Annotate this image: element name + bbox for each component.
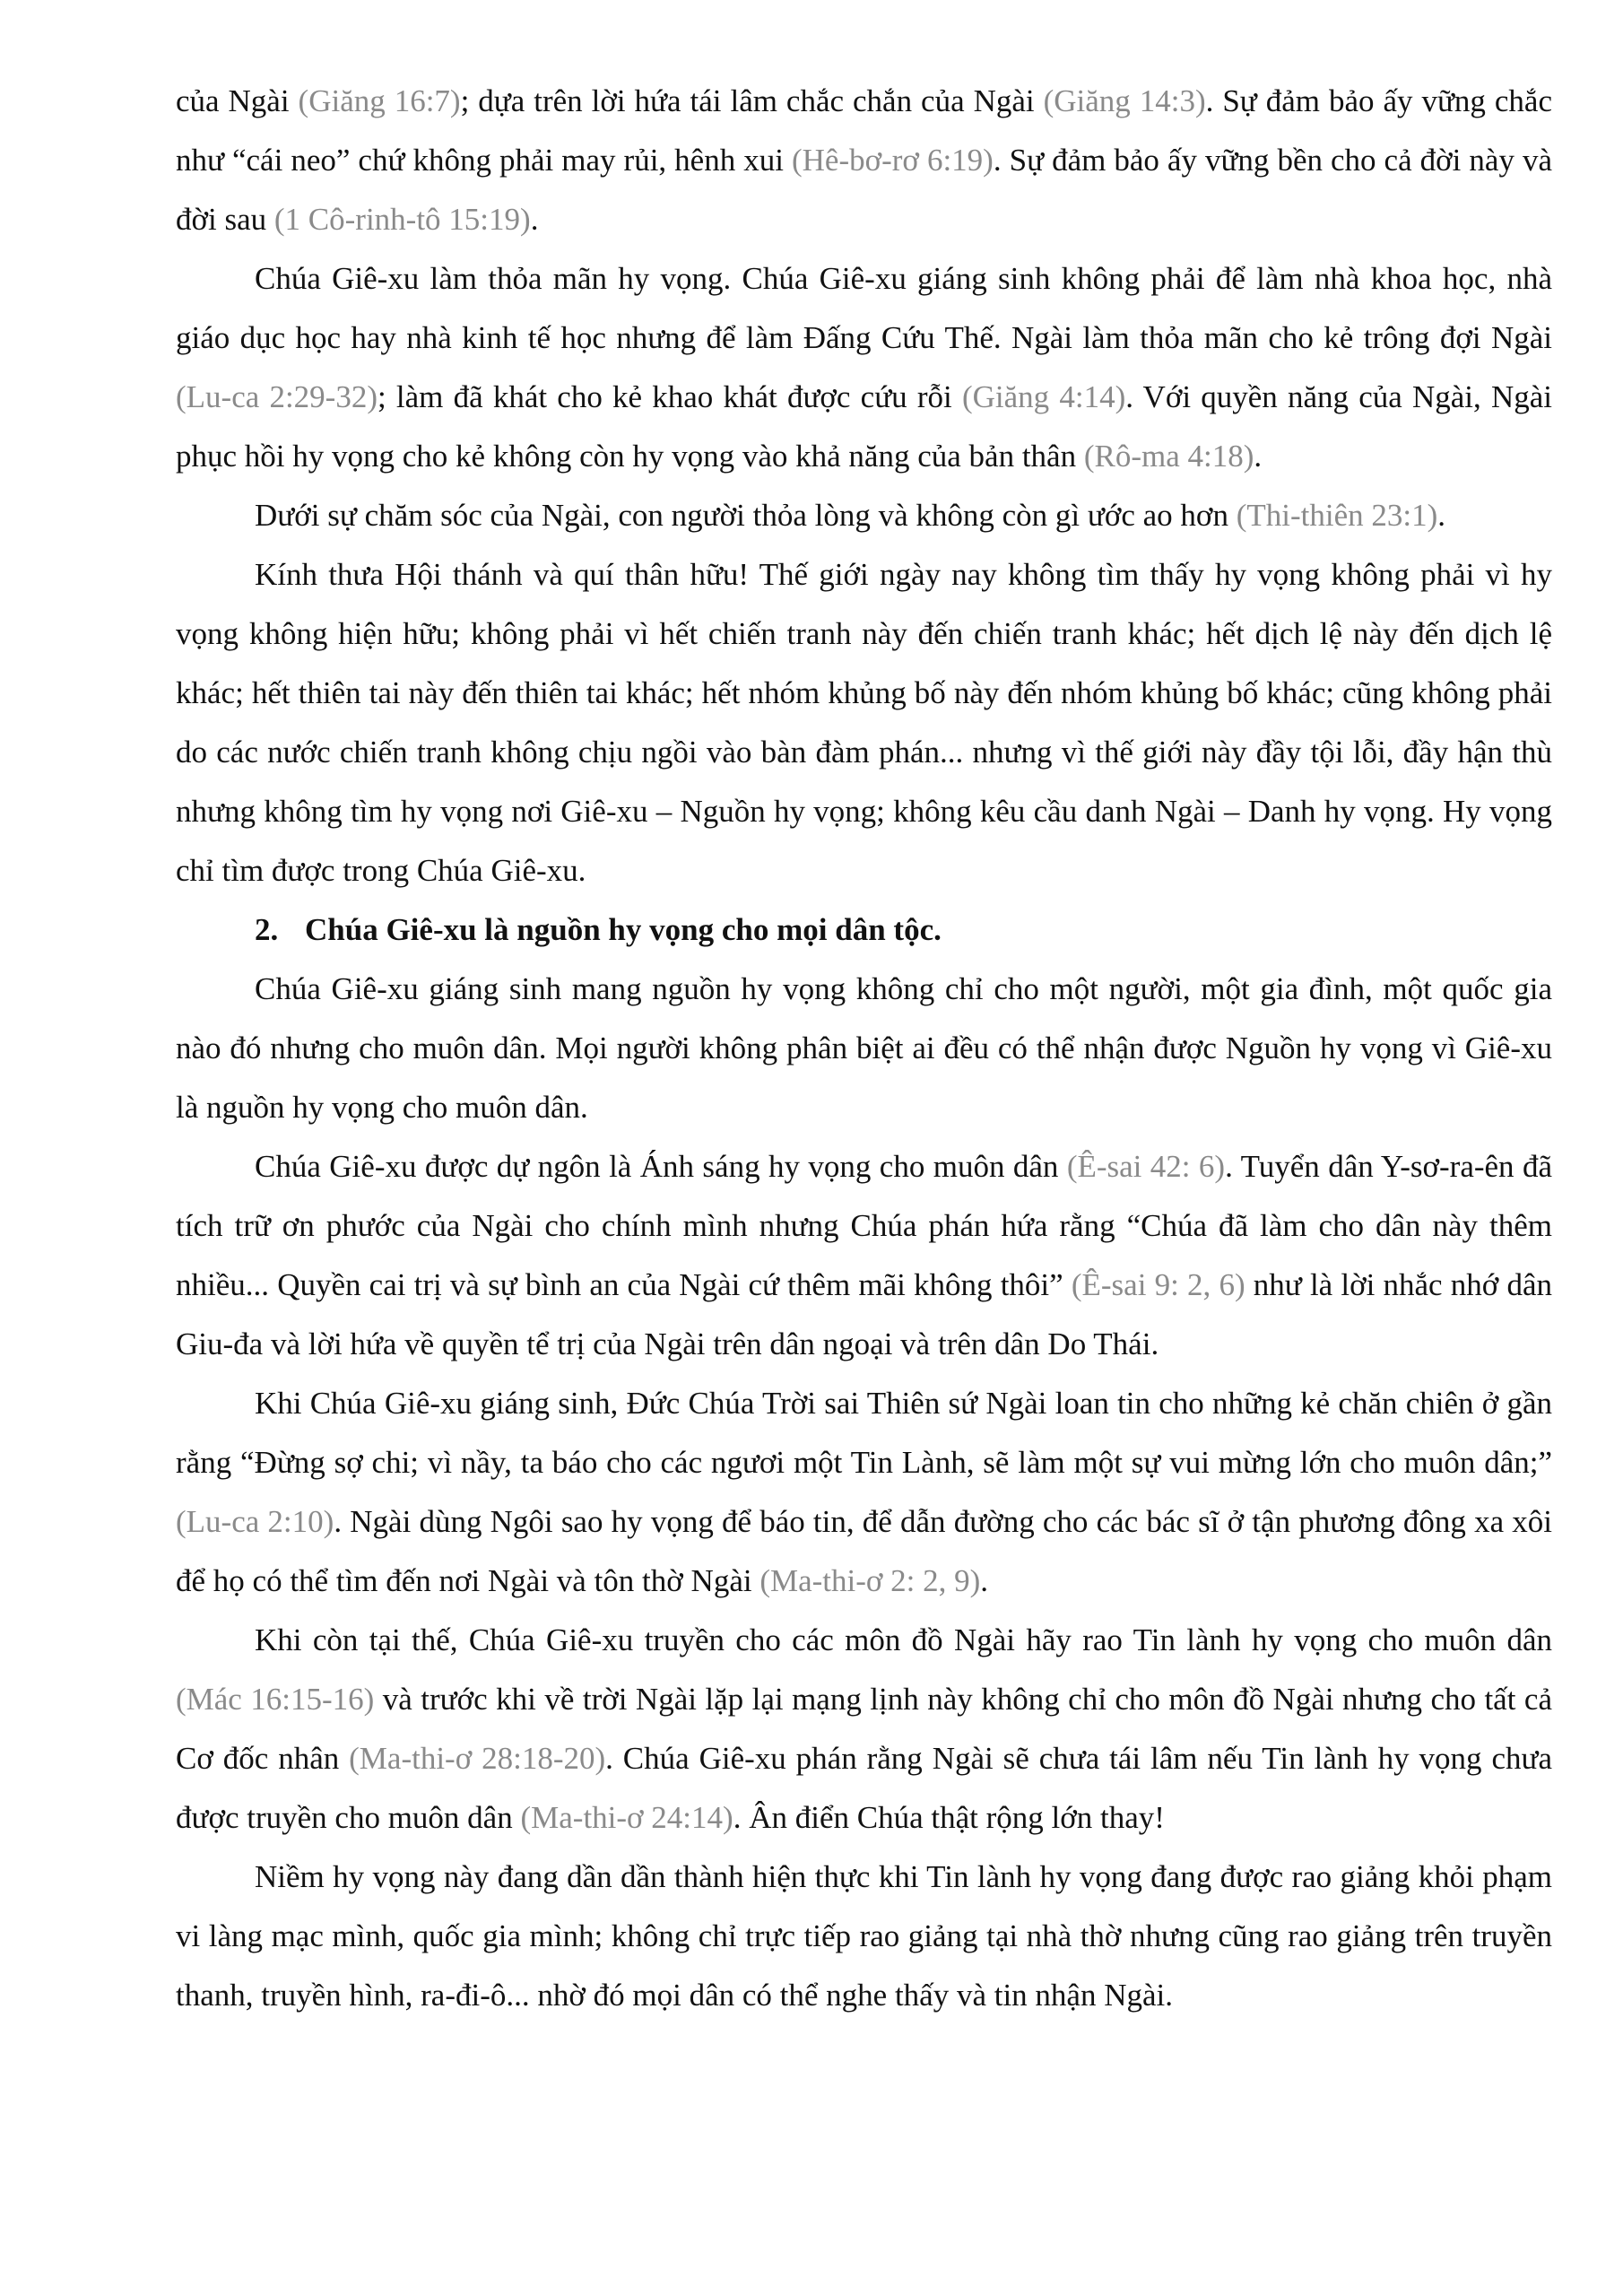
paragraph-text: . Sự đảm bảo ấy vững chắc như “cái neo” chứ không phải may rủi, hênh xui [176, 83, 1553, 178]
scripture-reference: (Giăng 4:14) [961, 379, 1126, 414]
scripture-reference: (Ê-sai 42: 6) [1066, 1149, 1226, 1184]
scripture-reference: (Mác 16:15-16) [176, 1682, 375, 1717]
paragraph-text: . [530, 202, 539, 237]
paragraph [176, 72, 1552, 249]
paragraph-text: của Ngài [176, 83, 299, 118]
paragraph-text: như là lời nhắc nhớ dân Giu-đa và lời hứa về quyền tể trị của Ngài trên dân ngoại và trên dân Do Thái. [176, 1267, 1552, 1361]
paragraph-text: Chúa Giê-xu được dự ngôn là Ánh sáng hy vọng cho muôn dân [255, 1149, 1067, 1184]
paragraph [176, 1611, 1552, 1848]
paragraph-text: Dưới sự chăm sóc của Ngài, con người thỏa lòng và không còn gì ước ao hơn [255, 498, 1237, 533]
paragraph [176, 1137, 1552, 1374]
scripture-reference: (Ma-thi-ơ 28:18-20) [349, 1741, 606, 1776]
paragraph [176, 960, 1552, 1137]
paragraph-text: ; dựa trên lời hứa tái lâm chắc chắn của Ngài [460, 83, 1044, 118]
paragraph-text: Khi Chúa Giê-xu giáng sinh, Đức Chúa Trời sai Thiên sứ Ngài loan tin cho những kẻ chăn chiên ở gần rằng “Đừng sợ chi; vì nầy, ta báo cho các ngươi một Tin Lành, sẽ làm một sự vui mừng lớn cho muôn dân;” [176, 1386, 1552, 1480]
paragraph-text: ; làm đã khát cho kẻ khao khát được cứu rỗi [378, 379, 962, 414]
paragraph [176, 486, 1552, 545]
paragraph-text: . Chúa Giê-xu phán rằng Ngài sẽ chưa tái lâm nếu Tin lành hy vọng chưa được truyền cho muôn dân [176, 1741, 1552, 1835]
paragraph-text: Khi còn tại thế, Chúa Giê-xu truyền cho các môn đồ Ngài hãy rao Tin lành hy vọng cho muôn dân [255, 1622, 1552, 1657]
paragraph-text: và trước khi về trời Ngài lặp lại mạng lịnh này không chỉ cho môn đồ Ngài nhưng cho tất cả Cơ đốc nhân [176, 1682, 1552, 1776]
heading-text: Chúa Giê-xu là nguồn hy vọng cho mọi dân tộc. [305, 912, 942, 947]
scripture-reference: (Giăng 14:3) [1043, 83, 1206, 118]
paragraph-text: . [1254, 439, 1263, 474]
paragraph-text: Niềm hy vọng này đang dần dần thành hiện thực khi Tin lành hy vọng đang được rao giảng khỏi phạm vi làng mạc mình, quốc gia mình; không chỉ trực tiếp rao giảng tại nhà thờ nhưng cũng rao giảng trên truyền thanh, truyền hình, ra-đi-ô... nhờ đó mọi dân có thể nghe thấy và tin nhận Ngài. [176, 1859, 1552, 2013]
paragraph-text: . Với quyền năng của Ngài, Ngài phục hồi hy vọng cho kẻ không còn hy vọng vào khả năng của bản thân [176, 379, 1553, 474]
paragraph-text: . Ân điển Chúa thật rộng lớn thay! [733, 1800, 1165, 1835]
document-page [176, 72, 1552, 2025]
scripture-reference: (Hê-bơ-rơ 6:19) [791, 143, 994, 178]
section-heading [176, 900, 1552, 960]
paragraph [176, 249, 1552, 486]
paragraph-text: Kính thưa Hội thánh và quí thân hữu! Thế giới ngày nay không tìm thấy hy vọng không phải vì hy vọng không hiện hữu; không phải vì hết chiến tranh này đến chiến tranh khác; hết dịch lệ này đến dịch lệ khác; hết thiên tai này đến thiên tai khác; hết nhóm khủng bố này đến nhóm khủng bố khác; cũng không phải do các nước chiến tranh không chịu ngồi vào bàn đàm phán... nhưng vì thế giới này đầy tội lỗi, đầy hận thù nhưng không tìm hy vọng nơi Giê-xu – Nguồn hy vọng; không kêu cầu danh Ngài – Danh hy vọng. Hy vọng chỉ tìm được trong Chúa Giê-xu. [176, 557, 1552, 888]
paragraph-text: . [980, 1563, 989, 1598]
paragraph-text: . [1437, 498, 1445, 533]
paragraph [176, 1848, 1552, 2025]
scripture-reference: (Ma-thi-ơ 2: 2, 9) [759, 1563, 981, 1598]
scripture-reference: (Lu-ca 2:10) [176, 1504, 334, 1539]
paragraph-text: Chúa Giê-xu giáng sinh mang nguồn hy vọng không chỉ cho một người, một gia đình, một quốc gia nào đó nhưng cho muôn dân. Mọi người không phân biệt ai đều có thể nhận được Nguồn hy vọng vì Giê-xu là nguồn hy vọng cho muôn dân. [176, 971, 1552, 1125]
body-section-1 [176, 72, 1552, 900]
scripture-reference: (Ê-sai 9: 2, 6) [1071, 1267, 1245, 1302]
paragraph [176, 545, 1552, 900]
scripture-reference: (Giăng 16:7) [298, 83, 461, 118]
heading-number: 2. [255, 912, 279, 947]
paragraph-text: . Tuyển dân Y-sơ-ra-ên đã tích trữ ơn phước của Ngài cho chính mình nhưng Chúa phán hứa rằng “Chúa đã làm cho dân này thêm nhiều... Quyền cai trị và sự bình an của Ngài cứ thêm mãi không thôi” [176, 1149, 1552, 1302]
paragraph-text: . Sự đảm bảo ấy vững bền cho cả đời này và đời sau [176, 143, 1552, 237]
paragraph-text: . Ngài dùng Ngôi sao hy vọng để báo tin, để dẫn đường cho các bác sĩ ở tận phương đông xa xôi để họ có thể tìm đến nơi Ngài và tôn thờ Ngài [176, 1504, 1553, 1598]
paragraph-text: Chúa Giê-xu làm thỏa mãn hy vọng. Chúa Giê-xu giáng sinh không phải để làm nhà khoa học, nhà giáo dục học hay nhà kinh tế học nhưng để làm Đấng Cứu Thế. Ngài làm thỏa mãn cho kẻ trông đợi Ngài [176, 261, 1552, 355]
scripture-reference: (Rô-ma 4:18) [1083, 439, 1254, 474]
paragraph [176, 1374, 1552, 1611]
scripture-reference: (Lu-ca 2:29-32) [176, 379, 378, 414]
scripture-reference: (Ma-thi-ơ 24:14) [520, 1800, 733, 1835]
scripture-reference: (Thi-thiên 23:1) [1236, 498, 1438, 533]
scripture-reference: (1 Cô-rinh-tô 15:19) [273, 202, 531, 237]
body-section-2 [176, 960, 1552, 2025]
